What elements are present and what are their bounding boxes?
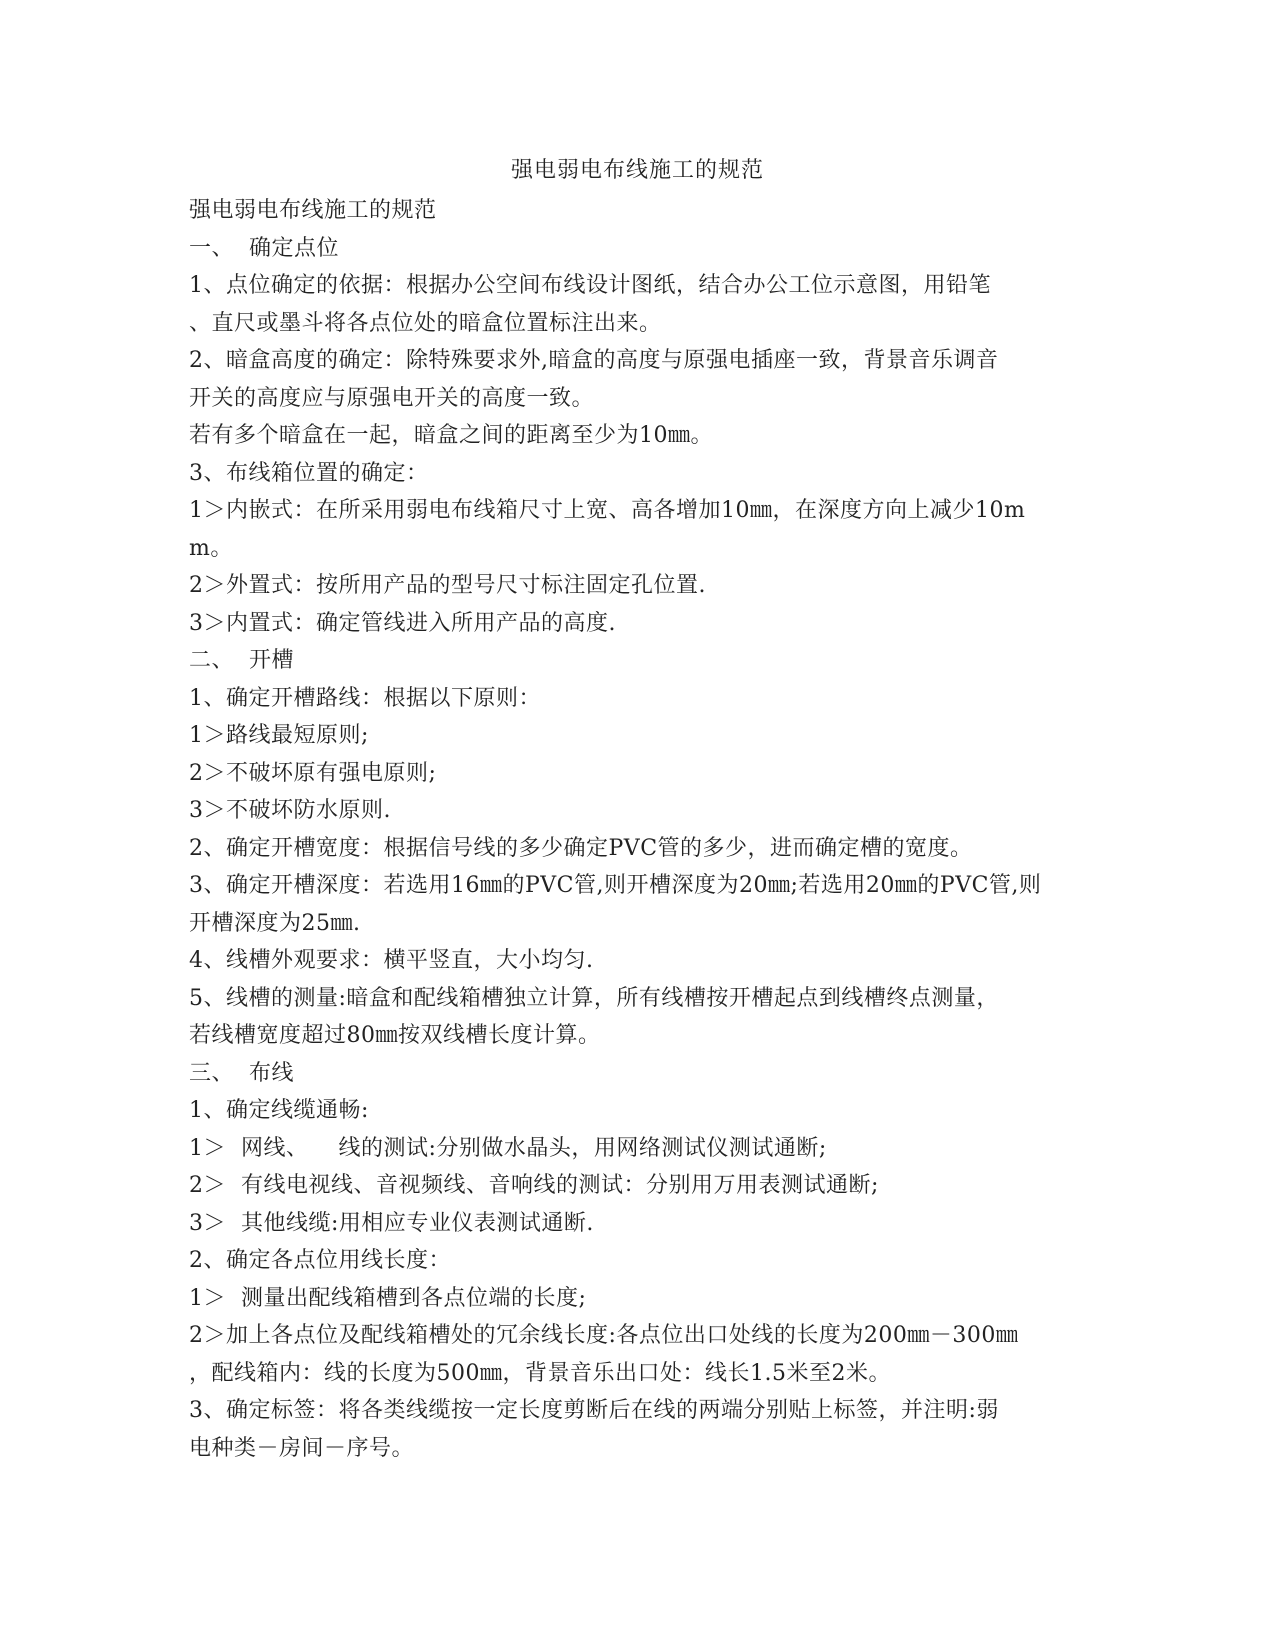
text-line: 若有多个暗盒在一起，暗盒之间的距离至少为10㎜。 (189, 423, 713, 448)
text-line: 2＞加上各点位及配线箱槽处的冗余线长度:各点位出口处线的长度为200㎜－300㎜ (189, 1323, 1019, 1348)
text-line: 2、确定各点位用线长度： (189, 1248, 451, 1273)
text-line: 1＞内嵌式：在所采用弱电布线箱尺寸上宽、高各增加10㎜，在深度方向上减少10m (189, 498, 1026, 523)
text-line: 3＞ 其他线缆:用相应专业仪表测试通断. (189, 1210, 594, 1236)
text-line: 5、线槽的测量:暗盒和配线箱槽独立计算，所有线槽按开槽起点到线槽终点测量， (189, 985, 999, 1011)
document-body (189, 192, 1089, 1467)
text-line: m。 (189, 535, 233, 561)
text-line: 2＞ 有线电视线、音视频线、音响线的测试：分别用万用表测试通断; (189, 1173, 879, 1198)
text-line: 1、确定线缆通畅: (189, 1098, 369, 1123)
text-line: 2、暗盒高度的确定：除特殊要求外,暗盒的高度与原强电插座一致，背景音乐调音 (189, 348, 999, 373)
section-heading: 三、 布线 (189, 1060, 294, 1086)
text-line: 电种类－房间－序号。 (189, 1435, 415, 1461)
text-line: 强电弱电布线施工的规范 (189, 198, 437, 223)
text-line: 开槽深度为25㎜. (189, 910, 361, 936)
text-line: 2＞外置式：按所用产品的型号尺寸标注固定孔位置. (189, 573, 706, 598)
text-line: ，配线箱内：线的长度为500㎜，背景音乐出口处：线长1.5米至2米。 (189, 1360, 891, 1386)
text-line: 4、线槽外观要求：横平竖直，大小均匀. (189, 948, 594, 973)
section-heading: 二、 开槽 (189, 648, 294, 673)
text-line: 1、点位确定的依据：根据办公空间布线设计图纸，结合办公工位示意图，用铅笔 (189, 273, 991, 298)
text-line: 若线槽宽度超过80㎜按双线槽长度计算。 (189, 1023, 601, 1048)
text-line: 3、布线箱位置的确定： (189, 460, 429, 486)
text-line: 开关的高度应与原强电开关的高度一致。 (189, 385, 595, 411)
text-line: 2、确定开槽宽度：根据信号线的多少确定PVC管的多少，进而确定槽的宽度。 (189, 835, 973, 861)
text-line: 3、确定标签：将各类线缆按一定长度剪断后在线的两端分别贴上标签，并注明:弱 (189, 1398, 999, 1423)
document-title: 强电弱电布线施工的规范 (510, 158, 764, 183)
text-line: 1＞ 网线、 线的测试:分别做水晶头，用网络测试仪测试通断; (189, 1135, 827, 1161)
text-line: 1、确定开槽路线：根据以下原则： (189, 685, 541, 711)
text-line: 3、确定开槽深度：若选用16㎜的PVC管,则开槽深度为20㎜;若选用20㎜的PVC管,则 (189, 873, 1042, 898)
text-line: 3＞不破坏防水原则. (189, 798, 391, 823)
text-line: 2＞不破坏原有强电原则; (189, 760, 437, 786)
text-line: 1＞路线最短原则; (189, 723, 369, 748)
section-heading: 一、 确定点位 (189, 235, 339, 261)
text-line: 、直尺或墨斗将各点位处的暗盒位置标注出来。 (189, 310, 662, 336)
text-line: 1＞ 测量出配线箱槽到各点位端的长度; (189, 1285, 587, 1311)
text-line: 3＞内置式：确定管线进入所用产品的高度. (189, 610, 616, 636)
